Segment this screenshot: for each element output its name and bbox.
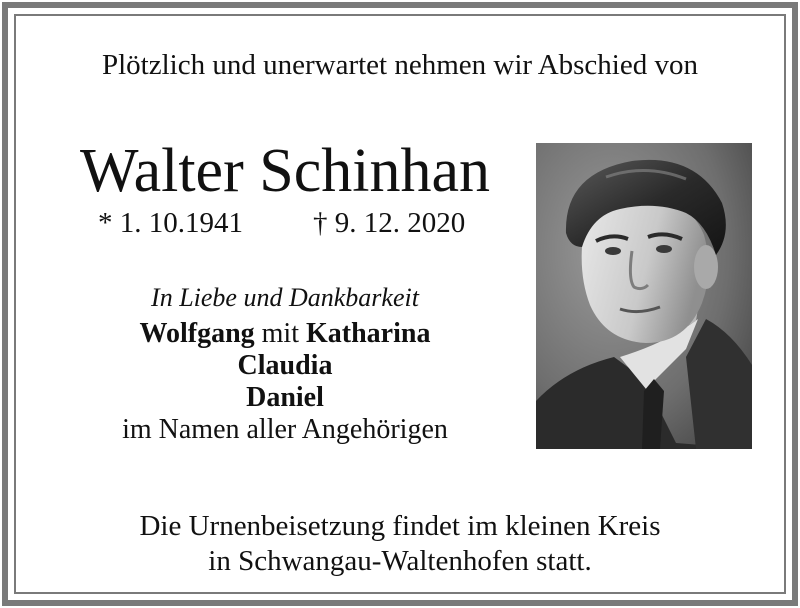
- thanks-line: In Liebe und Dankbarkeit: [151, 283, 419, 312]
- mourner-name-katharina: Katharina: [306, 318, 431, 349]
- burial-line-2: in Schwangau-Waltenhofen statt.: [208, 545, 592, 577]
- portrait-photo: [536, 143, 752, 449]
- mourner-name-wolfgang: Wolfgang: [139, 318, 255, 349]
- birth-date: * 1. 10.1941: [98, 207, 243, 239]
- mourner-closing: im Namen aller Angehörigen: [122, 414, 448, 445]
- burial-line-1: Die Urnenbeisetzung findet im kleinen Kreis: [139, 510, 661, 542]
- intro-text: Plötzlich und unerwartet nehmen wir Abschied von: [102, 49, 698, 81]
- deceased-name: Walter Schinhan: [80, 137, 490, 205]
- mourner-name-daniel: Daniel: [246, 382, 324, 413]
- mourner-joiner: mit: [261, 318, 299, 349]
- mourner-line-3: [40, 382, 530, 414]
- mourner-line-1: [40, 318, 530, 350]
- burial-notice: [0, 509, 800, 579]
- death-date: † 9. 12. 2020: [313, 207, 466, 239]
- mourners-block: [40, 282, 530, 446]
- mourner-name-claudia: Claudia: [237, 350, 333, 381]
- mourner-line-2: [40, 350, 530, 382]
